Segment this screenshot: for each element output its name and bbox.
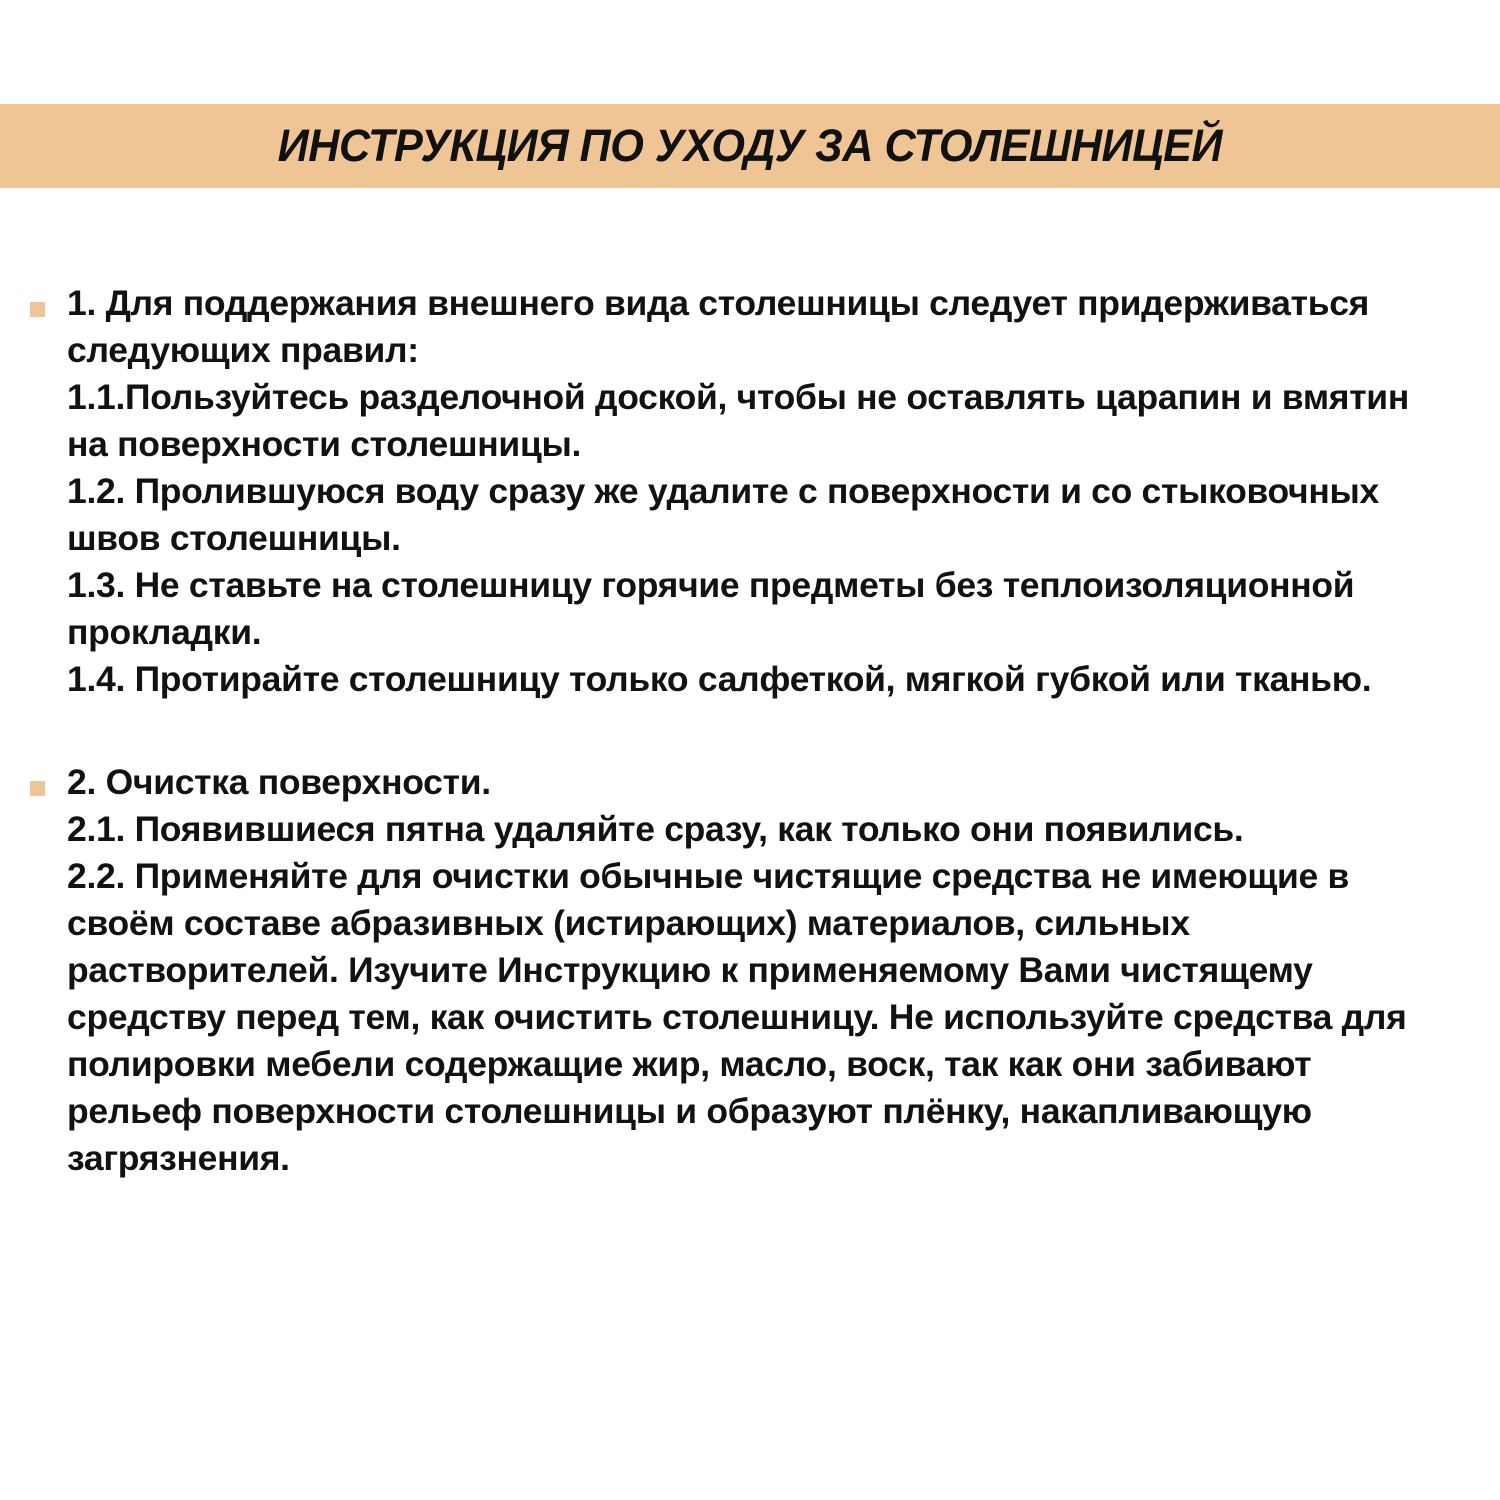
title-banner xyxy=(0,104,1500,188)
section-1-line-3: 1.2. Пролившуюся воду сразу же удалите с поверхности и со стыковочных швов столешницы. xyxy=(67,471,1379,558)
square-bullet-icon xyxy=(30,781,45,796)
section-2-line-1: 2. Очистка поверхности. xyxy=(67,762,491,802)
page-title: ИНСТРУКЦИЯ ПО УХОДУ ЗА СТОЛЕШНИЦЕЙ xyxy=(277,120,1223,171)
section-2-line-2: 2.1. Появившиеся пятна удаляйте сразу, как только они появились. xyxy=(67,809,1244,849)
section-1-line-5: 1.4. Протирайте столешницу только салфеткой, мягкой губкой или тканью. xyxy=(67,659,1372,699)
content-body xyxy=(30,280,1450,1238)
square-bullet-icon xyxy=(30,302,45,317)
section-2-line-3: 2.2. Применяйте для очистки обычные чистящие средства не имеющие в своём составе абразивных (истирающих) материалов, сильных растворителей. Изучите Инструкцию к применяемому Вами чистящему средству перед тем, как очистить столешницу. Не используйте средства для полировки мебели содержащие жир, масло, воск, так как они забивают рельеф поверхности столешницы и образуют плёнку, накапливающую загрязнения. xyxy=(67,856,1407,1178)
section-1-line-4: 1.3. Не ставьте на столешницу горячие предметы без теплоизоляционной прокладки. xyxy=(67,565,1355,652)
list-item xyxy=(30,280,1450,703)
section-1-line-2: 1.1.Пользуйтесь разделочной доской, чтобы не оставлять царапин и вмятин на поверхности столешницы. xyxy=(67,377,1409,464)
section-1-line-1: 1. Для поддержания внешнего вида столешницы следует придерживаться следующих правил: xyxy=(67,283,1370,370)
list-item xyxy=(30,759,1450,1182)
